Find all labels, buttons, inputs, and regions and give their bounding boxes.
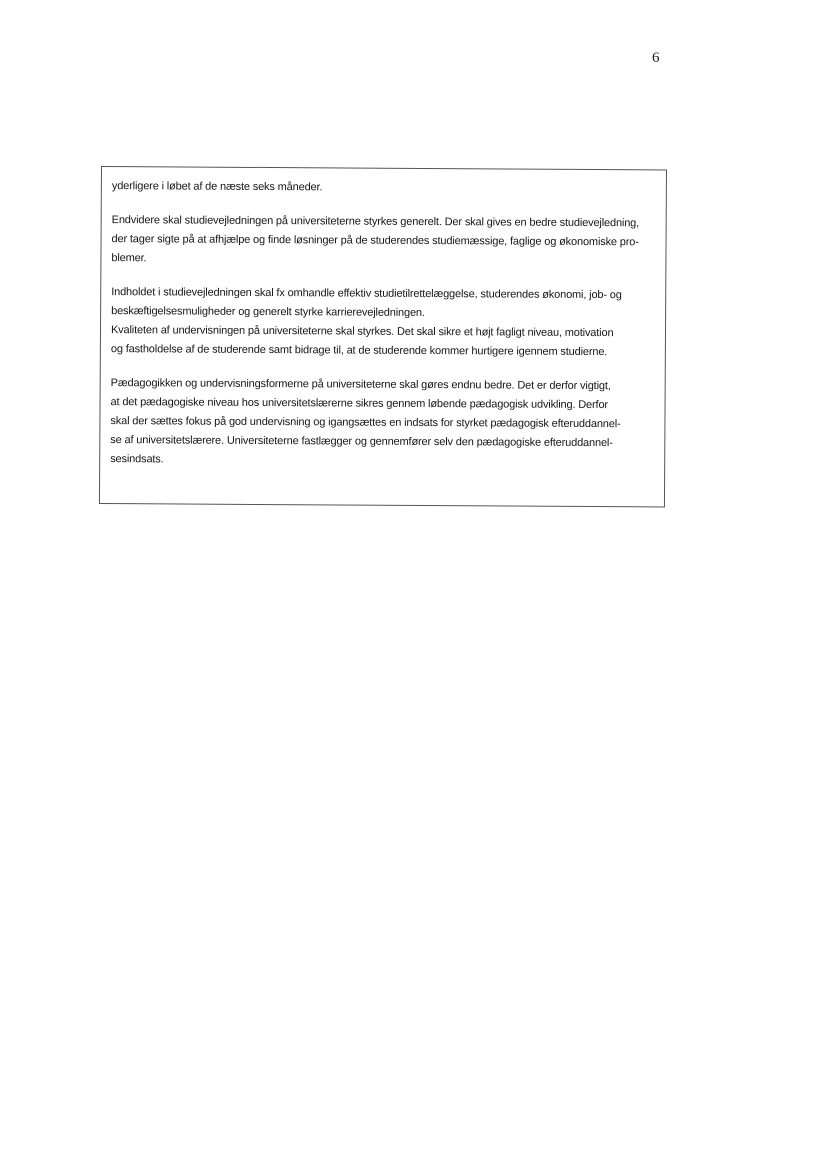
text-box <box>99 166 667 507</box>
text-line: Endvidere skal studievejledningen på universiteterne styrkes generelt. Der skal gives en bedre studievejledning, <box>111 214 640 230</box>
text-line: Kvaliteten af undervisningen på universiteterne skal styrkes. Det skal sikre et højt fagligt niveau, motivation <box>110 324 614 340</box>
paragraph-paedagogik <box>110 374 657 472</box>
text-line: at det pædagogiske niveau hos universitetslærerne sikres gennem løbende pædagogisk udvikling. Derfor <box>110 396 608 412</box>
text-line: der tager sigte på at afhjælpe og finde løsninger på de studerendes studiemæssige, faglige og økonomiske pro- <box>111 233 639 249</box>
paragraph-studievejledning <box>111 211 657 271</box>
text-line: og fastholdelse af de studerende samt bidrage til, at de studerende kommer hurtigere igennem studierne. <box>110 343 608 359</box>
paragraph-kvalitet <box>111 321 657 362</box>
text-line: se af universitetslærere. Universiteterne fastlægger og gennemfører selv den pædagogiske efteruddannel- <box>110 434 613 450</box>
text-line: skal der sættes fokus på god undervisning og igangsættes en indsats for styrket pædagogisk efteruddannel- <box>110 415 621 431</box>
text-line: Pædagogikken og undervisningsformerne på universiteterne skal gøres endnu bedre. Det er derfor vigtigt, <box>110 377 611 393</box>
text-line: beskæftigelsesmuligheder og generelt styrke karrierevejledningen. <box>111 305 425 319</box>
text-line: sesindsats. <box>110 453 164 466</box>
page-number: 6 <box>652 50 660 66</box>
text-line: Indholdet i studievejledningen skal fx omhandle effektiv studietilrettelæggelse, studerendes økonomi, job- og <box>111 286 622 302</box>
paragraph-indhold <box>111 283 657 324</box>
text-line: blemer. <box>111 252 147 265</box>
paragraph-continuation <box>112 177 658 199</box>
text-line: yderligere i løbet af de næste seks måneder. <box>111 180 323 194</box>
